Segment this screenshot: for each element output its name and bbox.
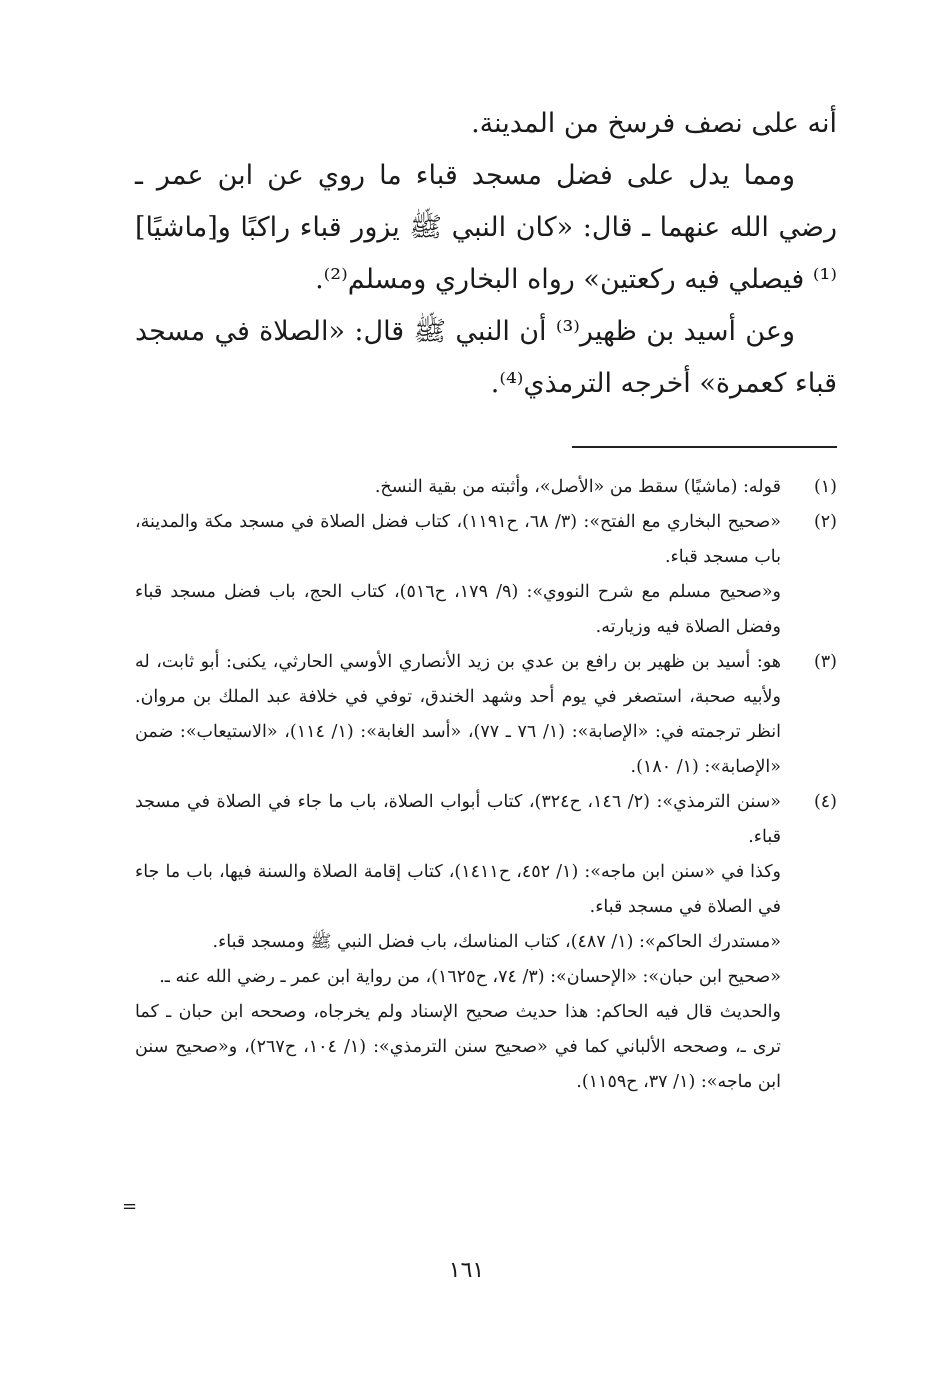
footnote-number: (٣) [813,652,837,672]
footnote-text: و«صحيح مسلم مع شرح النووي»: (٩/ ١٧٩، ح٥١٦)، كتاب الحج، باب فضل مسجد قباء وفضل الصلاة فيه وزيارته. [135,582,781,637]
footnote-3 [135,645,837,785]
footnote-number: (٢) [813,512,837,532]
footnote-text: وكذا في «سنن ابن ماجه»: (١/ ٤٥٢، ح١٤١١)، كتاب إقامة الصلاة والسنة فيها، باب ما جاء في الصلاة في مسجد قباء. [135,862,781,917]
footnote-text: «مستدرك الحاكم»: (١/ ٤٨٧)، كتاب المناسك، باب فضل النبي ﷺ ومسجد قباء. [212,932,781,952]
main-paragraph: وعن أسيد بن ظهير⁽³⁾ أن النبي ﷺ قال: «الصلاة في مسجد قباء كعمرة» أخرجه الترمذي⁽⁴⁾. [135,316,837,399]
footnote-text: «صحيح البخاري مع الفتح»: (٣/ ٦٨، ح١١٩١)، كتاب فضل الصلاة في مسجد مكة والمدينة، باب مسجد قباء. [135,512,782,567]
main-paragraph: ومما يدل على فضل مسجد قباء ما روي عن ابن عمر ـ رضي الله عنهما ـ قال: «كان النبي ﷺ يزور قباء راكبًا و[ماشيًا]⁽¹⁾ فيصلي فيه ركعتين» رواه البخاري ومسلم⁽²⁾. [135,160,837,295]
continuation-mark: = [122,1196,138,1217]
footnote-2 [135,505,837,645]
footnotes [135,470,837,1100]
footnote-text: «سنن الترمذي»: (٢/ ١٤٦، ح٣٢٤)، كتاب أبواب الصلاة، باب ما جاء في الصلاة في مسجد قباء. [135,792,781,847]
footnote-number: (١) [813,477,837,497]
footnote-4 [135,785,837,1100]
footnote-text: قوله: (ماشيًا) سقط من «الأصل»، وأثبته من بقية النسخ. [374,477,781,497]
main-text [135,98,837,410]
footnote-text: «صحيح ابن حبان»: «الإحسان»: (٣/ ٧٤، ح١٦٢٥)، من رواية ابن عمر ـ رضي الله عنه ـ. [159,967,781,987]
footnote-text: هو: أسيد بن ظهير بن رافع بن عدي بن زيد الأنصاري الأوسي الحارثي، يكنى: أبو ثابت، له ولأبيه صحبة، استصغر في يوم أحد وشهد الخندق، توفي في خلافة عبد الملك بن مروان. انظر ترجمته في: «الإصابة»: (١/ ٧٦ ـ ٧٧)، «أسد الغابة»: (١/ ١١٤)، «الاستيعاب»: ضمن «الإصابة»: (١/ ١٨٠). [135,652,781,777]
footnote-1 [135,470,837,505]
page-number: ١٦١ [448,1258,485,1283]
footnote-separator [572,446,837,448]
footnote-text: والحديث قال فيه الحاكم: هذا حديث صحيح الإسناد ولم يخرجاه، وصححه ابن حبان ـ كما ترى ـ، وصححه الألباني كما في «صحيح سنن الترمذي»: (١/ ١٠٤، ح٢٦٧)، و«صحيح سنن ابن ماجه»: (١/ ٣٧، ح١١٥٩). [135,1002,781,1092]
main-paragraph: أنه على نصف فرسخ من المدينة. [471,108,837,139]
footnote-number: (٤) [813,792,837,812]
